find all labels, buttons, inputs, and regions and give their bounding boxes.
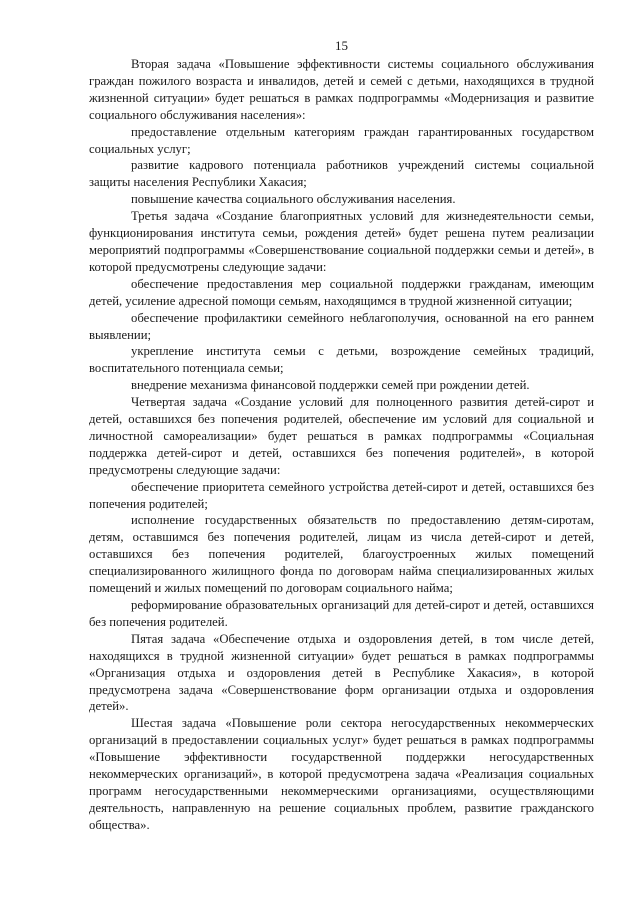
paragraph-task-4-item-3: реформирование образовательных организаций для детей-сирот и детей, оставшихся без попечения родителей.: [89, 598, 594, 629]
paragraph-task-4-item-2: исполнение государственных обязательств по предоставлению детям-сиротам, детям, оставшимся без попечения родителей, лицам из числа детей-сирот и детей, оставшихся без попечения родителей, благоустроенных жилых помещений специализированного жилищного фонда по договорам найма специализированных жилых помещений и жилых помещений по договорам социального найма;: [89, 513, 594, 596]
paragraph-task-2-item-3: повышение качества социального обслуживания населения.: [131, 192, 456, 207]
page-number: 15: [335, 38, 348, 53]
paragraph-task-3-item-4: внедрение механизма финансовой поддержки семей при рождении детей.: [131, 378, 530, 393]
paragraph-task-2-item-2: развитие кадрового потенциала работников учреждений системы социальной защиты населения Республики Хакасия;: [89, 158, 594, 190]
paragraph-task-3-item-1: обеспечение предоставления мер социальной поддержки гражданам, имеющим детей, усиление адресной помощи семьям, находящимся в трудной жизненной ситуации;: [89, 276, 594, 308]
paragraph-task-2-item-1: предоставление отдельным категориям граждан гарантированных государством социальных услуг;: [89, 124, 594, 156]
paragraph-task-2: Вторая задача «Повышение эффективности системы социального обслуживания граждан пожилого возраста и инвалидов, детей и семей с детьми, находящихся в трудной жизненной ситуации» будет решаться в рамках подпрограммы «Модернизация и развитие социального обслуживания населения»:: [89, 57, 594, 122]
paragraph-task-4-item-1: обеспечение приоритета семейного устройства детей-сирот и детей, оставшихся без попечения родителей;: [89, 479, 594, 511]
paragraph-task-3-item-3: укрепление института семьи с детьми, возрождение семейных традиций, воспитательного потенциала семьи;: [89, 344, 594, 376]
paragraph-task-3-item-2: обеспечение профилактики семейного неблагополучия, основанной на его раннем выявлении;: [89, 310, 594, 342]
document-page: [89, 0, 594, 905]
paragraph-task-3: Третья задача «Создание благоприятных условий для жизнедеятельности семьи, функционирования института семьи, рождения детей» будет решена путем реализации мероприятий подпрограммы «Совершенствование социальной поддержки семьи и детей», в которой предусмотрены следующие задачи:: [89, 209, 594, 274]
paragraph-task-5: Пятая задача «Обеспечение отдыха и оздоровления детей, в том числе детей, находящихся в трудной жизненной ситуации» будет решаться в рамках подпрограммы «Организация отдыха и оздоровления детей в Республике Хакасия», в которой предусмотрена задача «Совершенствование форм организации отдыха и оздоровления детей».: [89, 631, 594, 714]
paragraph-task-6: Шестая задача «Повышение роли сектора негосударственных некоммерческих организаций в предоставлении социальных услуг» будет решаться в рамках подпрограммы «Повышение эффективности государственной поддержки негосударственных некоммерческих организаций», в которой предусмотрена задача «Реализация социальных программ негосударственными некоммерческими организациями, осуществляющими деятельность, направленную на решение социальных проблем, развитие гражданского общества».: [89, 716, 594, 832]
paragraph-task-4: Четвертая задача «Создание условий для полноценного развития детей-сирот и детей, оставшихся без попечения родителей, обеспечение им условий для социальной и личностной самореализации» будет решаться в рамках подпрограммы «Социальная поддержка детей-сирот и детей, оставшихся без попечения родителей», в которой предусмотрены следующие задачи:: [89, 395, 594, 477]
document-body: [89, 56, 594, 834]
